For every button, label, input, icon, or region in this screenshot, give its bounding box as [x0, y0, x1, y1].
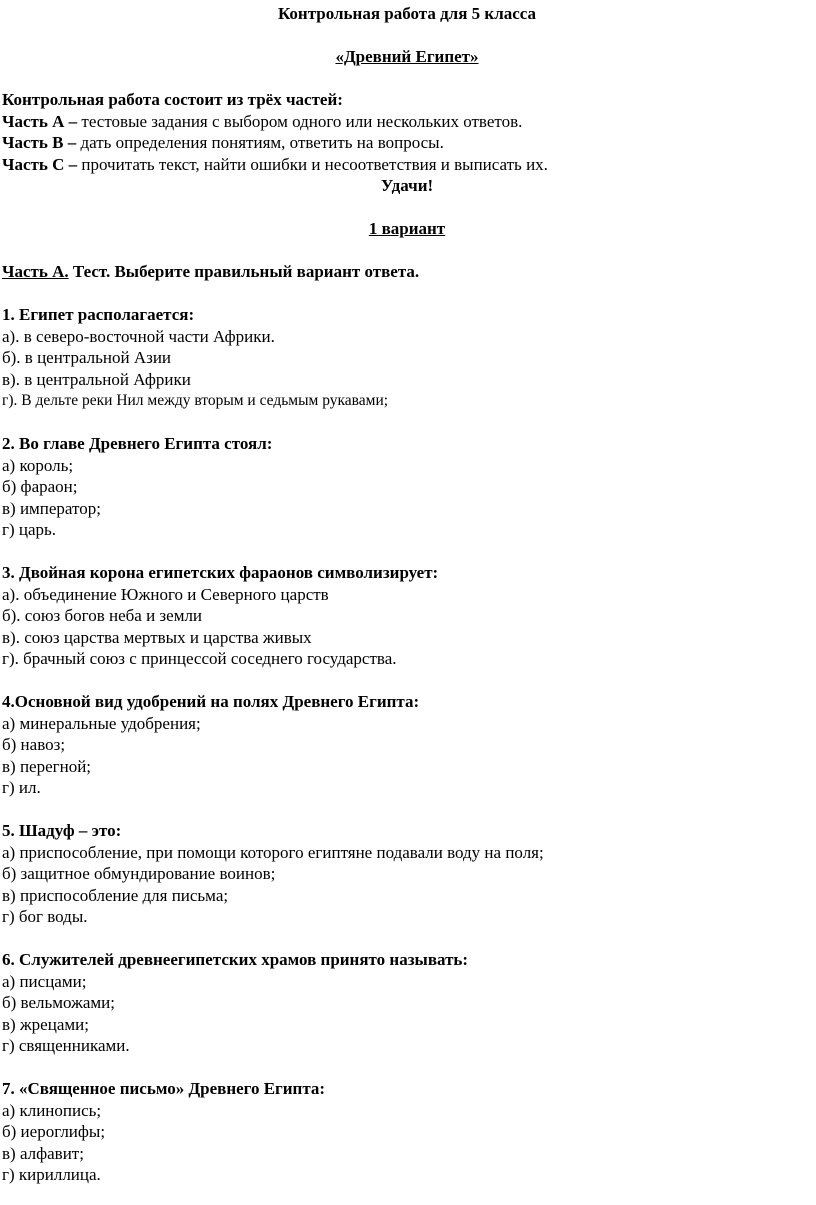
question-title: 4.Основной вид удобрений на полях Древнего Египта: — [2, 692, 420, 711]
answer-option: а) писцами; — [2, 971, 87, 991]
answer-option: а) приспособление, при помощи которого египтяне подавали воду на поля; — [2, 842, 544, 862]
intro-part-c-text: прочитать текст, найти ошибки и несоответствия и выписать их. — [81, 154, 548, 174]
answer-option: г). В дельте реки Нил между вторым и седьмым рукавами; — [2, 392, 389, 409]
answer-option: в) приспособление для письма; — [2, 885, 229, 905]
part-a-heading — [2, 261, 812, 283]
intro-part-b — [2, 132, 812, 154]
answer-option: г) царь. — [2, 520, 57, 539]
variant-heading: 1 вариант — [368, 219, 446, 238]
document-page — [2, 3, 812, 1186]
intro-heading: Контрольная работа состоит из трёх частей: — [2, 90, 343, 109]
answer-option: г). брачный союз с принцессой соседнего государства. — [2, 649, 397, 668]
answer-option: б). союз богов неба и земли — [2, 606, 203, 625]
document-title: Контрольная работа для 5 класса — [277, 4, 537, 23]
answer-option: г) бог воды. — [2, 907, 88, 926]
question-title: 7. «Священное письмо» Древнего Египта: — [2, 1079, 326, 1098]
answer-option: б) защитное обмундирование воинов; — [2, 864, 276, 883]
intro-part-c — [2, 154, 812, 176]
intro-part-a-text: тестовые задания с выбором одного или нескольких ответов. — [81, 111, 523, 131]
answer-option: б) навоз; — [2, 735, 66, 754]
answer-option: в). в центральной Африки — [2, 369, 191, 389]
answer-option: в) перегной; — [2, 756, 92, 776]
answer-option: а) король; — [2, 455, 74, 475]
answer-option: г) ил. — [2, 778, 41, 797]
question-title: 2. Во главе Древнего Египта стоял: — [2, 434, 273, 453]
answer-option: а). объединение Южного и Северного царств — [2, 584, 329, 604]
answer-option: г) священниками. — [2, 1036, 130, 1055]
answer-option: б). в центральной Азии — [2, 348, 172, 367]
answer-option: б) иероглифы; — [2, 1122, 106, 1141]
question-title: 1. Египет располагается: — [2, 305, 195, 324]
intro-part-a — [2, 111, 812, 133]
intro-part-c-label: Часть С – — [2, 154, 82, 174]
document-subtitle: «Древний Египет» — [335, 47, 479, 66]
answer-option: г) кириллица. — [2, 1165, 101, 1184]
question-title: 3. Двойная корона египетских фараонов символизирует: — [2, 563, 439, 582]
answer-option: б) вельможами; — [2, 993, 115, 1012]
question-title: 6. Служителей древнеегипетских храмов принято называть: — [2, 950, 469, 969]
part-a-text: Тест. Выберите правильный вариант ответа. — [68, 262, 420, 281]
answer-option: а) клинопись; — [2, 1100, 102, 1120]
luck-text: Удачи! — [380, 176, 434, 195]
answer-option: б) фараон; — [2, 477, 78, 496]
intro-part-b-label: Часть В – — [2, 133, 81, 152]
answer-option: в) император; — [2, 498, 101, 518]
part-a-label: Часть А. — [2, 262, 69, 281]
answer-option: а) минеральные удобрения; — [2, 713, 201, 733]
answer-option: в) алфавит; — [2, 1143, 84, 1163]
intro-part-a-label: Часть А – — [2, 111, 82, 131]
answer-option: в) жрецами; — [2, 1014, 89, 1034]
answer-option: в). союз царства мертвых и царства живых — [2, 627, 312, 647]
answer-option: а). в северо-восточной части Африки. — [2, 326, 275, 346]
question-title: 5. Шадуф – это: — [2, 821, 122, 840]
intro-part-b-text: дать определения понятиям, ответить на вопросы. — [80, 133, 444, 152]
